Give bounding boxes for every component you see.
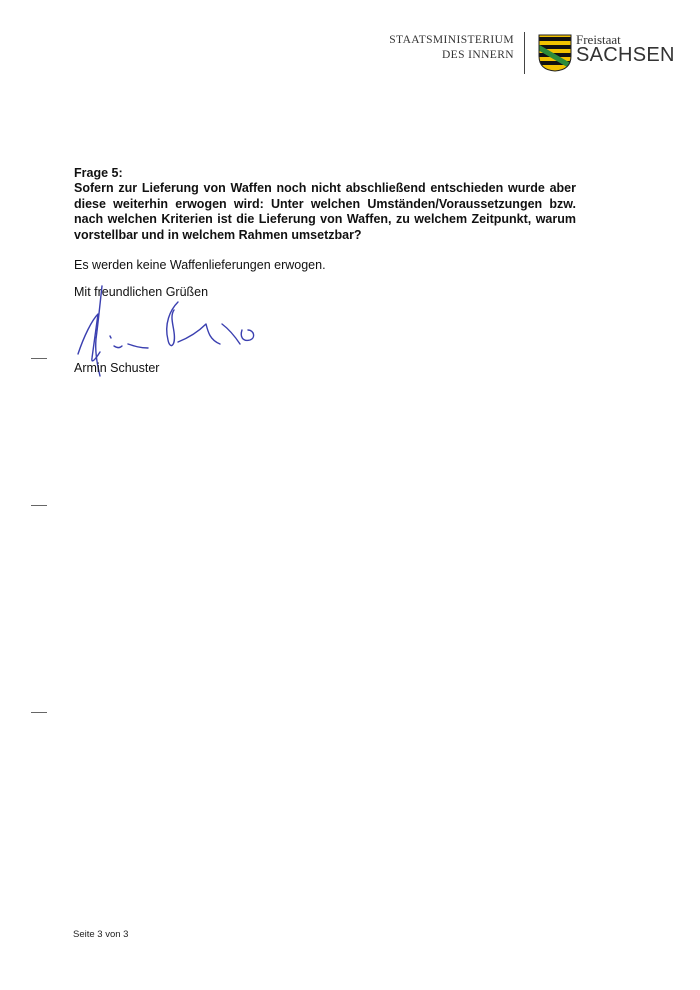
header-divider	[524, 32, 525, 74]
brand-top-label: Freistaat	[576, 32, 621, 47]
signer-name: Armin Schuster	[74, 361, 160, 375]
closing-text: Mit freundlichen Grüßen	[74, 285, 209, 299]
fold-mark	[31, 712, 47, 713]
question-heading: Frage 5:	[74, 166, 123, 180]
brand-main-label: SACHSEN	[576, 44, 675, 66]
ministry-line-1: STAATSMINISTERIUM	[389, 34, 514, 46]
answer-text: Es werden keine Waffenlieferungen erwogen.	[74, 258, 326, 272]
page-number: Seite 3 von 3	[73, 929, 129, 940]
coat-of-arms-icon	[538, 34, 572, 72]
question-text: Sofern zur Lieferung von Waffen noch nicht abschließend entschieden wurde aber diese weiterhin erwogen wird: Unter welchen Umständen/Voraussetzungen bzw. nach welchen Kriterien ist die Lieferung von Waffen, zu welchem Zeitpunkt, warum vorstellbar und in welchem Rahmen umsetzbar?	[74, 181, 576, 242]
fold-mark	[31, 505, 47, 506]
ministry-line-2: DES INNERN	[441, 49, 514, 61]
fold-mark	[31, 358, 47, 359]
ministry-name	[389, 33, 514, 63]
